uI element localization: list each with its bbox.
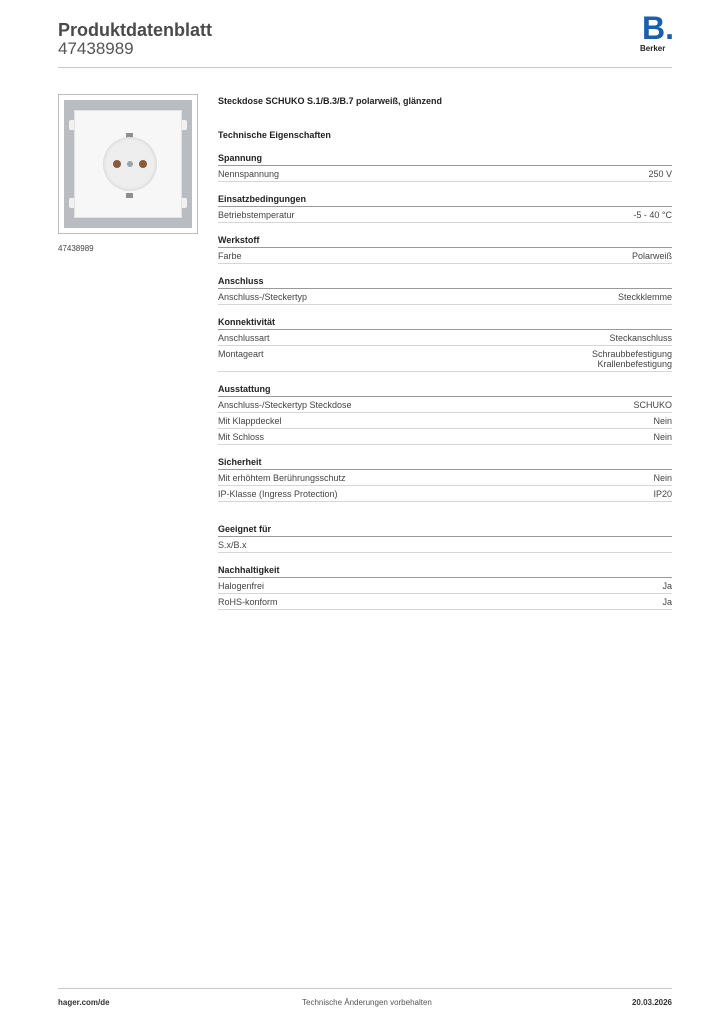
- header-divider: [58, 67, 672, 68]
- row-label: Nennspannung: [218, 169, 280, 179]
- group-title: Geeignet für: [218, 524, 672, 537]
- table-row: [218, 330, 672, 346]
- socket-pin-hole: [113, 160, 121, 168]
- row-label: S.x/B.x: [218, 540, 247, 550]
- row-label: RoHS-konform: [218, 597, 278, 607]
- berker-logo: [640, 10, 674, 54]
- row-value: IP20: [653, 489, 672, 499]
- row-value: Nein: [653, 416, 672, 426]
- row-label: Anschlussart: [218, 333, 270, 343]
- group-title: Ausstattung: [218, 384, 672, 397]
- row-value: SCHUKO: [633, 400, 672, 410]
- socket-insert: [74, 110, 182, 218]
- footer-divider: [58, 988, 672, 989]
- table-row: [218, 248, 672, 264]
- row-value: Schraubbefestigung: [591, 349, 672, 359]
- table-row: [218, 429, 672, 445]
- table-row: [218, 594, 672, 610]
- logo-letter: B.: [642, 10, 674, 46]
- row-label: Anschluss-/Steckertyp Steckdose: [218, 400, 352, 410]
- row-value: Ja: [662, 581, 672, 591]
- logo-text: Berker: [640, 44, 666, 53]
- socket-pin-hole: [139, 160, 147, 168]
- earthing-clip: [126, 193, 133, 198]
- group-ausstattung: [218, 384, 672, 445]
- table-row: [218, 413, 672, 429]
- group-title: Anschluss: [218, 276, 672, 289]
- group-spannung: [218, 153, 672, 182]
- group-title: Werkstoff: [218, 235, 672, 248]
- product-image: [58, 94, 198, 234]
- row-value: 250 V: [648, 169, 672, 179]
- row-value: Nein: [653, 432, 672, 442]
- row-label: Mit Klappdeckel: [218, 416, 282, 426]
- row-value: Nein: [653, 473, 672, 483]
- row-label: Anschluss-/Steckertyp: [218, 292, 308, 302]
- table-row: [218, 537, 672, 553]
- row-value: Steckanschluss: [609, 333, 672, 343]
- table-row: [218, 486, 672, 502]
- table-row: [218, 397, 672, 413]
- group-title: Spannung: [218, 153, 672, 166]
- group-anschluss: [218, 276, 672, 305]
- socket-outlet: [103, 137, 157, 191]
- row-label: IP-Klasse (Ingress Protection): [218, 489, 338, 499]
- table-row: [218, 166, 672, 182]
- table-row: [218, 578, 672, 594]
- footer-disclaimer: Technische Änderungen vorbehalten: [302, 998, 432, 1007]
- product-name: Steckdose SCHUKO S.1/B.3/B.7 polarweiß, glänzend: [218, 96, 443, 106]
- product-number: 47438989: [58, 39, 134, 58]
- table-row: [218, 289, 672, 305]
- row-label: Farbe: [218, 251, 242, 261]
- section-heading: Technische Eigenschaften: [218, 130, 331, 140]
- group-geeignet-fuer: [218, 524, 672, 553]
- socket-frame: [64, 100, 192, 228]
- row-label: Halogenfrei: [218, 581, 265, 591]
- row-label: Mit erhöhtem Berührungsschutz: [218, 473, 346, 483]
- row-value: Polarweiß: [631, 251, 672, 261]
- page-title: Produktdatenblatt: [58, 20, 213, 40]
- row-value: Steckklemme: [617, 292, 672, 302]
- group-title: Einsatzbedingungen: [218, 194, 672, 207]
- row-value-multi: [592, 349, 672, 369]
- spacer: [218, 514, 672, 524]
- group-werkstoff: [218, 235, 672, 264]
- table-row: [218, 470, 672, 486]
- table-row: [218, 346, 672, 372]
- group-sicherheit: [218, 457, 672, 502]
- group-title: Konnektivität: [218, 317, 672, 330]
- image-caption: 47438989: [58, 244, 94, 253]
- group-nachhaltigkeit: [218, 565, 672, 610]
- row-label: Mit Schloss: [218, 432, 265, 442]
- footer-date: 20.03.2026: [631, 998, 672, 1007]
- row-label: Montageart: [218, 349, 264, 359]
- group-title: Sicherheit: [218, 457, 672, 470]
- group-einsatzbedingungen: [218, 194, 672, 223]
- group-konnektivitaet: [218, 317, 672, 372]
- socket-center-dot: [127, 161, 133, 167]
- table-row: [218, 207, 672, 223]
- group-title: Nachhaltigkeit: [218, 565, 672, 578]
- row-value: Krallenbefestigung: [597, 359, 672, 369]
- row-label: Betriebstemperatur: [218, 210, 295, 220]
- row-value: -5 - 40 °C: [633, 210, 672, 220]
- row-value: Ja: [662, 597, 672, 607]
- footer-website-link[interactable]: hager.com/de: [58, 998, 110, 1007]
- technical-data: [218, 96, 672, 622]
